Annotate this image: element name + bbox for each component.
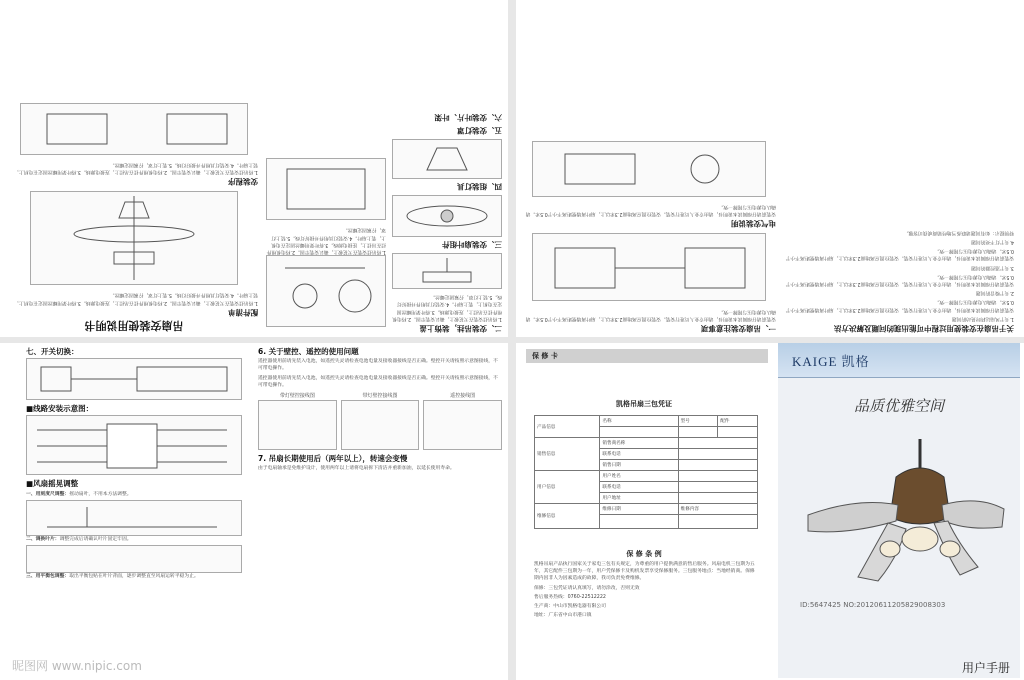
warranty-row-repair: 维修信息	[535, 504, 600, 529]
table-row	[535, 438, 758, 449]
ceiling-fan-illustration	[798, 439, 1008, 589]
user-manual-label: 用户手册	[961, 661, 1010, 675]
section-5-heading: 五、安装灯罩	[457, 125, 502, 135]
balance-step-3	[26, 573, 242, 580]
wiring-diagram	[26, 415, 242, 475]
remote-text: 遥控器使用前请先装入电池，如遥控失灵请检查电池电量及接收器接线是否正确。壁控开关请按照示意图接线，不可带电操作。	[258, 359, 498, 372]
field-repair-content: 维修内容	[678, 504, 757, 515]
switch-figure	[532, 141, 766, 197]
procedure-figure	[20, 103, 248, 155]
manual-cover	[778, 343, 1020, 678]
remote-wiring-3-figure	[423, 400, 502, 450]
section-3-heading: 三、安装扇叶组件	[442, 239, 502, 249]
field-dealer-name: 销售商名称	[600, 438, 678, 449]
remote-wiring-2-figure	[341, 400, 420, 450]
balance-step-1	[26, 491, 242, 498]
remote-control-column	[258, 343, 502, 678]
field-user-address: 用户地址	[600, 493, 678, 504]
warranty-row-user: 用户信息	[535, 471, 600, 504]
parts-figure	[266, 255, 386, 327]
site-watermark: 昵图网 www.nipic.com	[12, 659, 142, 673]
installation-manual-panel	[4, 2, 508, 337]
warranty-contact-2: 售后服务热线：0760-22512222	[534, 594, 606, 600]
switch-diagram	[26, 358, 242, 400]
safety-notes-panel	[516, 2, 1020, 337]
brand-logo: KAIGE 凯格	[792, 354, 870, 369]
remote-wiring-3	[423, 393, 502, 450]
warranty-col-model: 型号	[678, 416, 718, 427]
safety-text: 安装前请仔细阅读本说明书，请由专业人员进行安装。安装位置应离地面2.3米以上，扇叶离墙壁距离不小于0.5米。请确认电源电压与铭牌一致。	[525, 308, 776, 321]
product-parts-cell[interactable]	[718, 427, 758, 438]
product-name-cell[interactable]	[600, 427, 678, 438]
user-name-cell[interactable]	[678, 471, 757, 482]
hanger-figure	[392, 253, 502, 289]
troubleshooting-item-3: 3.关于遥控器的问题	[971, 264, 1014, 270]
parts-text: 1.将吊挂安装在天花板上，确认安装牢固。2.将电机组件挂在吊挂上，连接电源线。3.将叶架用螺丝固定在电机上，装上扇叶。4.安装灯具组件并接好灯线。5.装上灯罩，拧紧固定螺丝。	[266, 227, 386, 254]
section-2-heading: 二、安装吊挂，装饰上盖	[419, 324, 502, 333]
install-procedure-text: 1.将吊挂安装在天花板上，确认安装牢固。2.将电机组件挂在吊挂上，连接电源线。3.将叶架用螺丝固定在电机上，装上扇叶。4.安装灯具组件并接好灯线。5.装上灯罩，拧紧固定螺丝。	[14, 161, 258, 174]
remote-wiring-1-title: 带灯壁控接线图	[279, 393, 315, 400]
install-steps-text: 1.将吊挂安装在天花板上，确认安装牢固。2.将电机组件挂在吊挂上，连接电源线。3.将叶架用螺丝固定在电机上，装上扇叶。4.安装灯具组件并接好灯线。5.装上灯罩，拧紧固定螺丝。	[392, 294, 502, 321]
warranty-cover-panel	[516, 343, 1020, 678]
dealer-name-cell[interactable]	[678, 438, 757, 449]
image-id-watermark: ID:5647425 NO:20120611205829008303	[800, 601, 946, 609]
product-model-cell[interactable]	[678, 427, 718, 438]
dealer-phone-cell[interactable]	[678, 449, 757, 460]
safety-heading: 一、吊扇安装注意事项	[701, 324, 776, 333]
balance-wiring-panel	[4, 343, 508, 678]
balance-step-2-text: 调整完成后请确认叶片固定牢固。	[59, 536, 132, 542]
warranty-terms-text: 凯格吊扇产品执行国家关于家电三包有关规定，为尊重的用户提供满意的售后服务。风扇电机三包期为五年，其它配件三包期为一年，用户凭保修卡及购机发票享受保修服务。三包服务地点：当地经销商。保修期内因非人为因素造成的故障，我司负责免费维修。	[534, 562, 755, 582]
field-repair-date: 维修日期	[600, 504, 678, 515]
warranty-terms	[534, 561, 758, 621]
field-sale-date: 销售日期	[600, 460, 678, 471]
troubleshooting-text-3: 安装前请仔细阅读本说明书，请由专业人员进行安装。安装位置应离地面2.3米以上，扇叶离墙壁距离不小于0.5米。请确认电源电压与铭牌一致。	[785, 248, 1014, 261]
warranty-table	[534, 415, 758, 529]
troubleshooting-column	[784, 2, 1014, 337]
warranty-terms-title: 保 修 条 例	[626, 550, 662, 558]
table-row	[535, 471, 758, 482]
troubleshooting-item-4: 4.关于灯不亮的问题	[971, 238, 1014, 244]
troubleshooting-item-2: 2.关于噪音的问题	[975, 290, 1014, 296]
remote-wiring-1-figure	[258, 400, 337, 450]
section-6-heading: 六、安装叶片、叶架	[434, 113, 502, 123]
manual-title: 吊扇安装使用说明书	[84, 319, 184, 332]
parts-list-heading: 配件清单	[228, 307, 258, 317]
troubleshooting-heading: 关于吊扇在安装使用过程中可能出现的问题及解决方法	[834, 324, 1014, 333]
troubleshooting-text-1: 安装前请仔细阅读本说明书，请由专业人员进行安装。安装位置应离地面2.3米以上，扇叶离墙壁距离不小于0.5米。请确认电源电压与铭牌一致。	[785, 299, 1014, 312]
warranty-col-parts: 配件	[718, 416, 758, 427]
manual-title-column	[10, 2, 258, 337]
slow-speed-heading: 7. 吊扇长期使用后（两年以上），转速会变慢	[258, 454, 408, 464]
brand-banner	[778, 343, 1020, 378]
balance-step-2-title: 二、调换叶片：	[26, 536, 60, 542]
remote-wiring-2	[341, 393, 420, 450]
warranty-card-title: 凯格吊扇三包凭证	[616, 400, 672, 408]
switch-balance-column	[26, 343, 242, 678]
remote-text-2: 遥控器使用前请先装入电池，如遥控失灵请检查电池电量及接收器接线是否正确。壁控开关请按照示意图接线，不可带电操作。	[258, 375, 498, 388]
electrical-heading: 电气安装说明	[731, 219, 776, 229]
repair-date-cell[interactable]	[600, 515, 678, 529]
remote-wiring-2-title: 带灯壁控接线图	[362, 393, 398, 400]
electrical-column	[522, 2, 776, 337]
troubleshooting-text-2: 安装前请仔细阅读本说明书，请由专业人员进行安装。安装位置应离地面2.3米以上，扇叶离墙壁距离不小于0.5米。请确认电源电压与铭牌一致。	[785, 273, 1014, 286]
warranty-col-name: 名称	[600, 416, 678, 427]
brand-slogan: 品质优雅空间	[853, 397, 944, 415]
vertical-fold	[508, 0, 516, 680]
parts-list-text: 1.将吊挂安装在天花板上，确认安装牢固。2.将电机组件挂在吊挂上，连接电源线。3.将叶架用螺丝固定在电机上，装上扇叶。4.安装灯具组件并接好灯线。5.装上灯罩，拧紧固定螺丝。	[14, 292, 258, 305]
repair-content-cell[interactable]	[678, 515, 757, 529]
swap-blade-figure	[26, 545, 242, 573]
parts-column	[266, 2, 386, 337]
troubleshooting-item-1: 1.关于风扇运转时晃动的问题	[951, 315, 1014, 321]
balance-step-1-title: 一、用刻度尺调整：	[26, 491, 70, 497]
field-user-phone: 联系电话	[600, 482, 678, 493]
install-steps-column	[392, 2, 502, 337]
table-row	[535, 416, 758, 427]
field-user-name: 用户姓名	[600, 471, 678, 482]
remote-heading: 6. 关于壁控、遥控的使用问题	[258, 347, 359, 356]
remote-wiring-1	[258, 393, 337, 450]
warranty-contact-3: 生产商：中山市凯格电器有限公司	[534, 604, 606, 610]
table-row	[535, 504, 758, 515]
warranty-row-sales: 销售信息	[535, 438, 600, 471]
warranty-card-header: 保 修 卡	[526, 349, 768, 363]
troubleshooting-note: 特别提示：如有问题请联系当地经销商或我司客服。	[903, 229, 1014, 235]
balance-step-3-title: 三、用平衡包调整：	[26, 574, 70, 580]
wiring-figure	[532, 233, 766, 301]
section-4-heading: 四、组装灯具	[457, 181, 502, 191]
ruler-figure	[26, 500, 242, 536]
bracket-figure	[266, 158, 386, 220]
light-kit-figure	[392, 139, 502, 179]
wiring-heading: ■线路安装示意图：	[26, 404, 94, 414]
slow-speed-text: 由于电扇轴承是免维护设计，使用两年以上请将电扇拆下清洁并重新加油，以延长使用寿命。	[258, 466, 455, 472]
switch-heading: 七、开关切换：	[26, 347, 79, 356]
install-procedure-heading: 安装程序	[228, 177, 258, 187]
warranty-contact-4: 地址：广东省中山市港口镇	[534, 613, 592, 619]
warranty-card	[516, 343, 772, 678]
remote-wiring-diagrams	[258, 393, 502, 450]
electrical-text: 安装前请仔细阅读本说明书，请由专业人员进行安装。安装位置应离地面2.3米以上，扇叶离墙壁距离不小于0.5米。请确认电源电压与铭牌一致。	[525, 203, 776, 217]
blade-assembly-figure	[392, 195, 502, 237]
warranty-row-product: 产品信息	[535, 416, 600, 438]
exploded-view-figure	[30, 191, 238, 285]
user-address-cell[interactable]	[678, 493, 757, 504]
balance-step-3-text: 取出平衡包贴在叶片背面，逐步调整直至风扇运转平稳为止。	[69, 574, 199, 580]
remote-wiring-3-title: 遥控接线图	[450, 393, 476, 400]
sale-date-cell[interactable]	[678, 460, 757, 471]
warranty-contact-1: 保修：三包凭证请认真填写，请勿涂改，否则无效	[534, 585, 640, 591]
balance-heading: ■风扇摇晃调整	[26, 479, 79, 489]
user-phone-cell[interactable]	[678, 482, 757, 493]
field-dealer-phone: 联系电话	[600, 449, 678, 460]
balance-step-1-text: 摇动扇叶，不用本方法调整。	[69, 491, 132, 497]
